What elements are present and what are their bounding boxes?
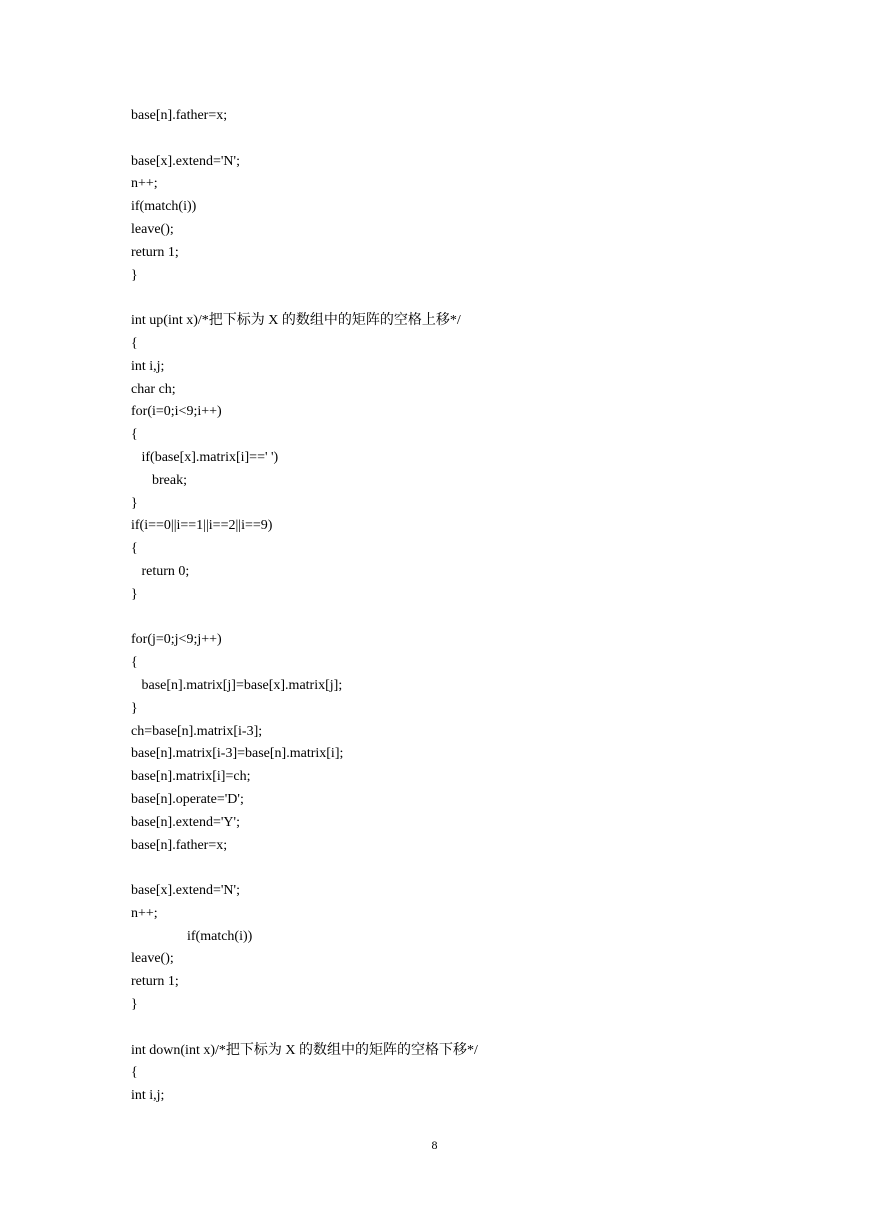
blank-line (131, 128, 781, 151)
code-line: for(j=0;j<9;j++) (131, 632, 222, 648)
code-line: } (131, 997, 138, 1013)
blank-line (131, 607, 781, 630)
code-line: { (131, 427, 138, 443)
blank-line (131, 857, 781, 880)
code-line: base[n].extend='Y'; (131, 814, 240, 830)
code-line: leave(); (131, 221, 174, 237)
code-line: return 1; (131, 244, 179, 260)
code-line: base[n].father=x; (131, 837, 228, 853)
code-line: base[x].extend='N'; (131, 883, 240, 899)
code-line: n++; (131, 905, 158, 921)
code-line: { (131, 1065, 138, 1081)
code-line: } (131, 267, 138, 283)
code-line: if(base[x].matrix[i]==' ') (131, 449, 279, 465)
code-line: leave(); (131, 951, 174, 967)
code-line: char ch; (131, 381, 176, 397)
code-line: for(i=0;i<9;i++) (131, 404, 222, 420)
code-line: if(match(i)) (131, 199, 197, 215)
code-line: break; (131, 472, 187, 488)
page-number: 8 (431, 1138, 438, 1152)
blank-line (131, 1017, 781, 1040)
code-line: base[n].matrix[i]=ch; (131, 769, 251, 785)
code-line: base[n].matrix[i-3]=base[n].matrix[i]; (131, 746, 344, 762)
code-line: if(i==0||i==1||i==2||i==9) (131, 518, 273, 534)
code-line: { (131, 335, 138, 351)
code-line: n++; (131, 176, 158, 192)
code-line: return 1; (131, 974, 179, 990)
code-line: int i,j; (131, 1088, 165, 1104)
code-line: int down(int x)/*把下标为 X 的数组中的矩阵的空格下移*/ (131, 1042, 478, 1058)
code-line: base[x].extend='N'; (131, 153, 240, 169)
code-line: { (131, 655, 138, 671)
code-line: { (131, 541, 138, 557)
code-line: if(match(i)) (131, 928, 253, 944)
code-line: base[n].operate='D'; (131, 791, 244, 807)
code-line: ch=base[n].matrix[i-3]; (131, 723, 263, 739)
code-line: } (131, 700, 138, 716)
code-block (131, 105, 781, 1108)
code-line: } (131, 495, 138, 511)
code-line: base[n].father=x; (131, 108, 228, 123)
code-line: int up(int x)/*把下标为 X 的数组中的矩阵的空格上移*/ (131, 313, 461, 329)
code-line: } (131, 586, 138, 602)
blank-line (131, 287, 781, 310)
code-line: base[n].matrix[j]=base[x].matrix[j]; (131, 677, 343, 693)
code-line: return 0; (131, 563, 190, 579)
code-line: int i,j; (131, 358, 165, 374)
